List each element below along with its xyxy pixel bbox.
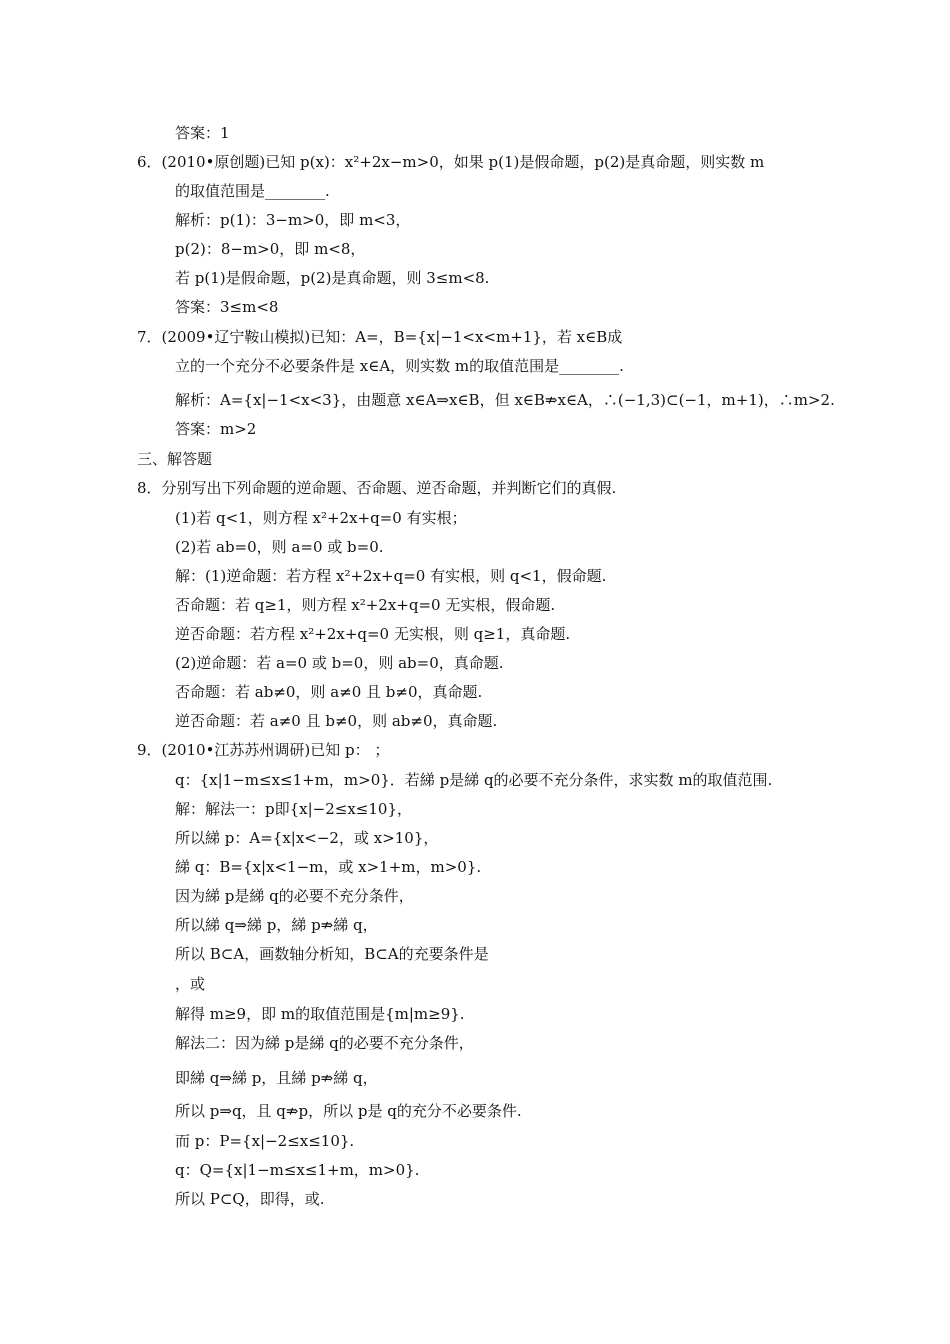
text-line: ，或 — [175, 975, 206, 993]
question-line: 8．分别写出下列命题的逆命题、否命题、逆否命题，并判断它们的真假. — [137, 479, 617, 497]
text-line: 而 p：P={x|−2≤x≤10}. — [175, 1132, 355, 1150]
text-line: 逆否命题：若方程 x²+2x+q=0 无实根，则 q≥1，真命题. — [175, 625, 571, 643]
text-line: 答案：m>2 — [175, 420, 257, 438]
text-line: q：Q={x|1−m≤x≤1+m，m>0}. — [175, 1161, 420, 1179]
text-line: 解：解法一：p即{x|−2≤x≤10}， — [175, 800, 412, 818]
text-line: 所以 p⇒q，且 q⇏p，所以 p是 q的充分不必要条件. — [175, 1102, 522, 1120]
text-line: 若 p(1)是假命题，p(2)是真命题，则 3≤m<8. — [175, 269, 490, 287]
text-line: 解法二：因为綈 p是綈 q的必要不充分条件， — [175, 1034, 474, 1052]
text-line: 的取值范围是________. — [175, 182, 330, 200]
text-line: p(2)：8−m>0，即 m<8， — [175, 240, 366, 258]
text-line: (2)若 ab=0，则 a=0 或 b=0. — [175, 538, 384, 556]
text-line: 解析：p(1)：3−m>0，即 m<3， — [175, 211, 411, 229]
text-line: q：{x|1−m≤x≤1+m，m>0}．若綈 p是綈 q的必要不充分条件，求实数 m的取值范围. — [175, 771, 773, 789]
text-line: 所以 P⊂Q，即得，或. — [175, 1190, 325, 1208]
text-line: 否命题：若 q≥1，则方程 x²+2x+q=0 无实根，假命题. — [175, 596, 556, 614]
text-line: 逆否命题：若 a≠0 且 b≠0，则 ab≠0，真命题. — [175, 712, 498, 730]
question-line: 7．(2009•辽宁鞍山模拟)已知：A=，B={x|−1<x<m+1}，若 x∈B成 — [137, 328, 623, 346]
question-line: 9．(2010•江苏苏州调研)已知 p： ； — [137, 741, 390, 759]
text-line: (2)逆命题：若 a=0 或 b=0，则 ab=0，真命题. — [175, 654, 504, 672]
text-line: 解得 m≥9，即 m的取值范围是{m|m≥9}. — [175, 1005, 465, 1023]
text-line: 否命题：若 ab≠0，则 a≠0 且 b≠0，真命题. — [175, 683, 483, 701]
text-line: 因为綈 p是綈 q的必要不充分条件， — [175, 887, 414, 905]
section-heading: 三、解答题 — [137, 450, 213, 468]
text-line: 解析：A={x|−1<x<3}，由题意 x∈A⇒x∈B，但 x∈B⇏x∈A，∴(−1,3)⊂(−1，m+1)，∴m>2. — [175, 391, 835, 409]
text-line: 答案：1 — [175, 124, 230, 142]
text-line: 綈 q：B={x|x<1−m，或 x>1+m，m>0}. — [175, 858, 482, 876]
text-line: 所以 B⊂A，画数轴分析知，B⊂A的充要条件是 — [175, 945, 489, 963]
text-line: 即綈 q⇒綈 p，且綈 p⇏綈 q， — [175, 1069, 378, 1087]
text-line: 所以綈 q⇒綈 p，綈 p⇏綈 q， — [175, 916, 378, 934]
text-line: (1)若 q<1，则方程 x²+2x+q=0 有实根； — [175, 509, 467, 527]
text-line: 解：(1)逆命题：若方程 x²+2x+q=0 有实根，则 q<1，假命题. — [175, 567, 607, 585]
text-line: 立的一个充分不必要条件是 x∈A，则实数 m的取值范围是________. — [175, 357, 624, 375]
question-line: 6．(2010•原创题)已知 p(x)：x²+2x−m>0，如果 p(1)是假命题，p(2)是真命题，则实数 m — [137, 153, 765, 171]
text-line: 所以綈 p：A={x|x<−2，或 x>10}， — [175, 829, 439, 847]
text-line: 答案：3≤m<8 — [175, 298, 279, 316]
